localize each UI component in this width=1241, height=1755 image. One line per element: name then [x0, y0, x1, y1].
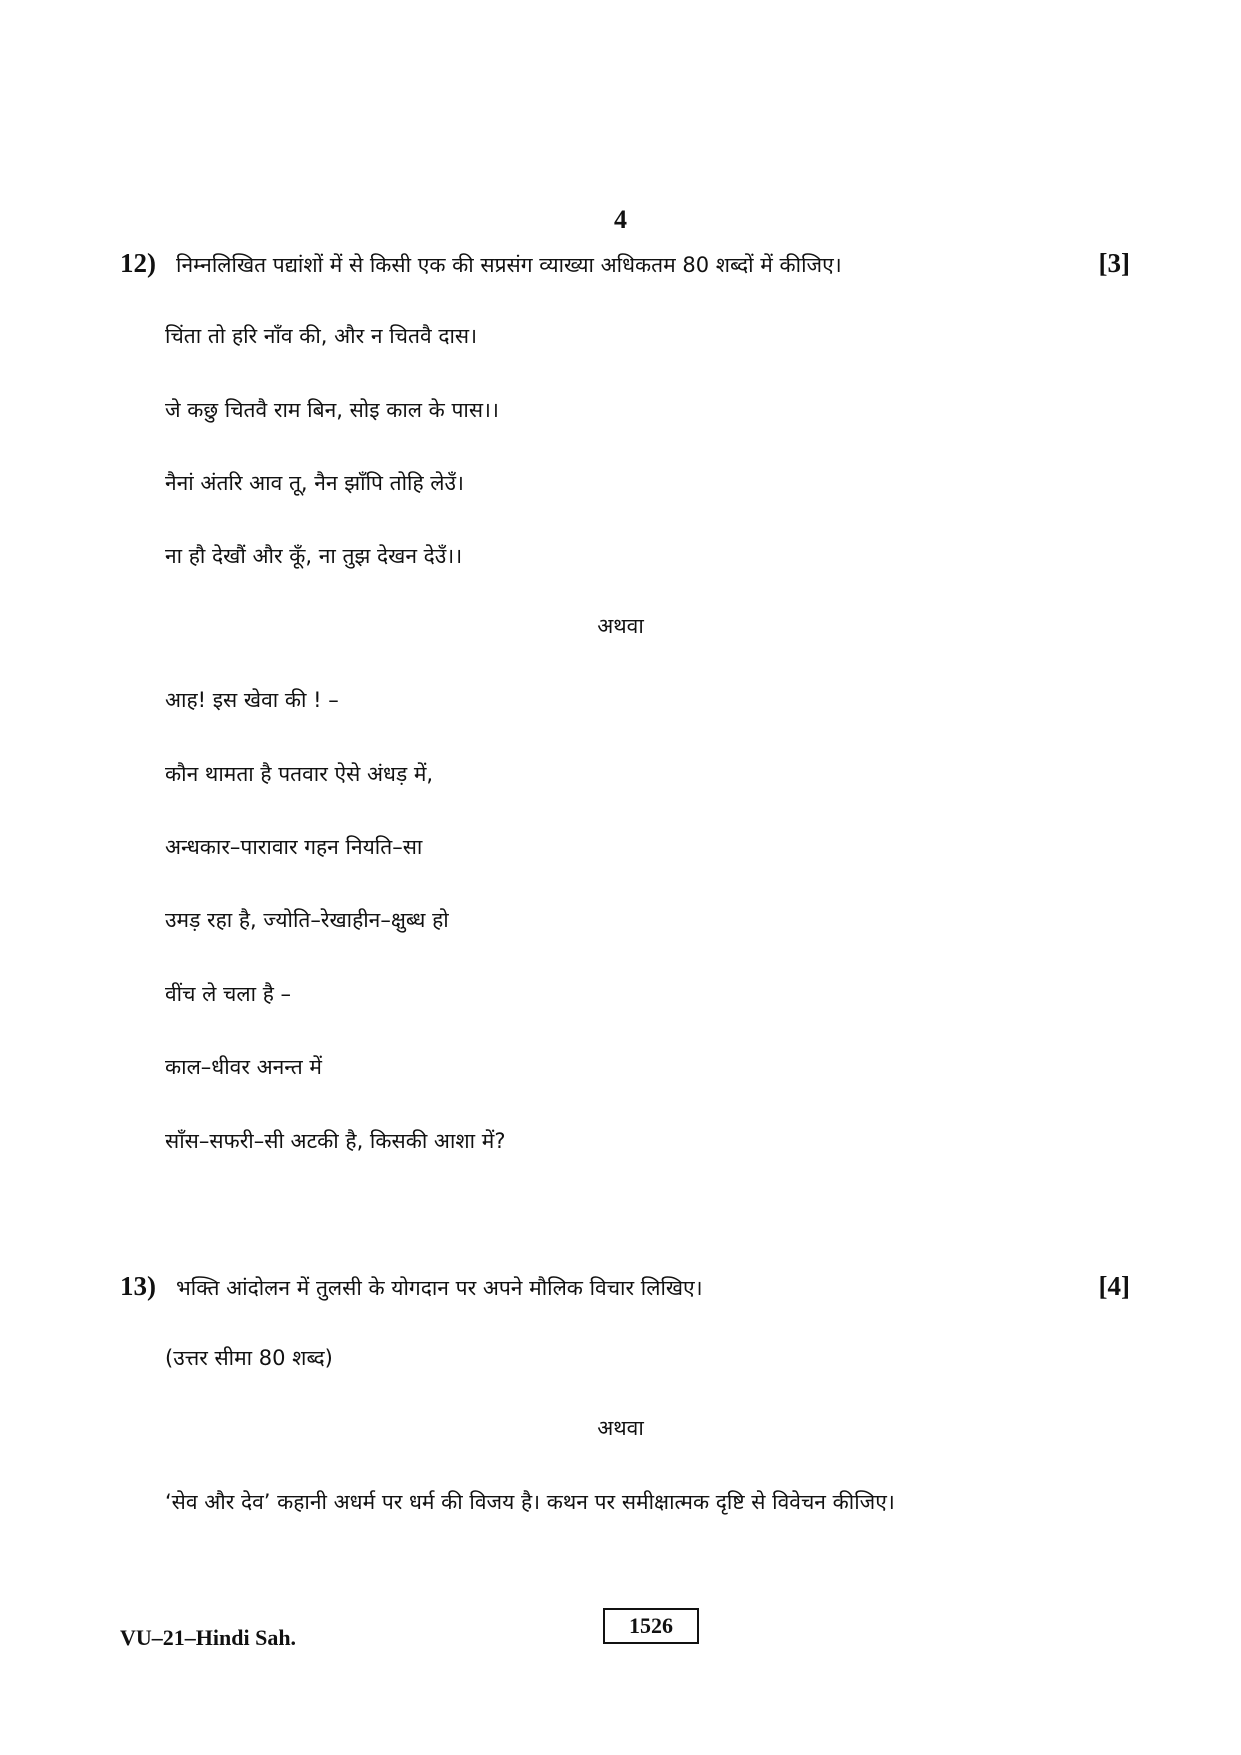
- question-12-marks: [3]: [1098, 248, 1130, 278]
- poem2-line: साँस–सफरी–सी अटकी है, किसकी आशा में?: [165, 1129, 506, 1153]
- poem2-line: अन्धकार–पारावार गहन नियति–सा: [165, 835, 423, 859]
- poem2-line: उमड़ रहा है, ज्योति–रेखाहीन–क्षुब्ध हो: [165, 908, 449, 932]
- question-12: [120, 248, 1130, 279]
- answer-limit: (उत्तर सीमा 80 शब्द): [165, 1346, 333, 1370]
- question-13-marks: [4]: [1098, 1271, 1130, 1301]
- poem1-line: जे कछु चितवै राम बिन, सोइ काल के पास।।: [165, 398, 499, 422]
- question-13-number: 13): [120, 1271, 156, 1301]
- question-13-text: भक्ति आंदोलन में तुलसी के योगदान पर अपने मौलिक विचार लिखिए।: [176, 1276, 703, 1300]
- question-12-text: निम्नलिखित पद्यांशों में से किसी एक की सप्रसंग व्याख्या अधिकतम 80 शब्दों में कीजिए।: [176, 253, 842, 277]
- question-13: [120, 1271, 1130, 1302]
- question-13-alternative: ‘सेव और देव’ कहानी अधर्म पर धर्म की विजय है। कथन पर समीक्षात्मक दृष्टि से विवेचन कीजिए।: [165, 1490, 895, 1514]
- poem1-line: नैनां अंतरि आव तू, नैन झाँपि तोहि लेउँ।: [165, 471, 464, 495]
- poem2-line: वींच ले चला है –: [165, 982, 292, 1006]
- poem2-line: कौन थामता है पतवार ऐसे अंधड़ में,: [165, 762, 434, 786]
- page-number: 4: [614, 205, 627, 234]
- or-divider-13: अथवा: [597, 1416, 644, 1440]
- poem1-line: चिंता तो हरि नाँव की, और न चितवै दास।: [165, 324, 478, 348]
- poem1-line: ना हौ देखौं और कूँ, ना तुझ देखन देउँ।।: [165, 544, 463, 568]
- poem2-line: आह! इस खेवा की ! –: [165, 688, 339, 712]
- or-divider-12: अथवा: [597, 614, 644, 638]
- paper-code: VU–21–Hindi Sah.: [120, 1625, 297, 1650]
- page-code-box: 1526: [603, 1608, 699, 1644]
- poem2-line: काल–धीवर अनन्त में: [165, 1055, 322, 1079]
- question-12-number: 12): [120, 248, 156, 278]
